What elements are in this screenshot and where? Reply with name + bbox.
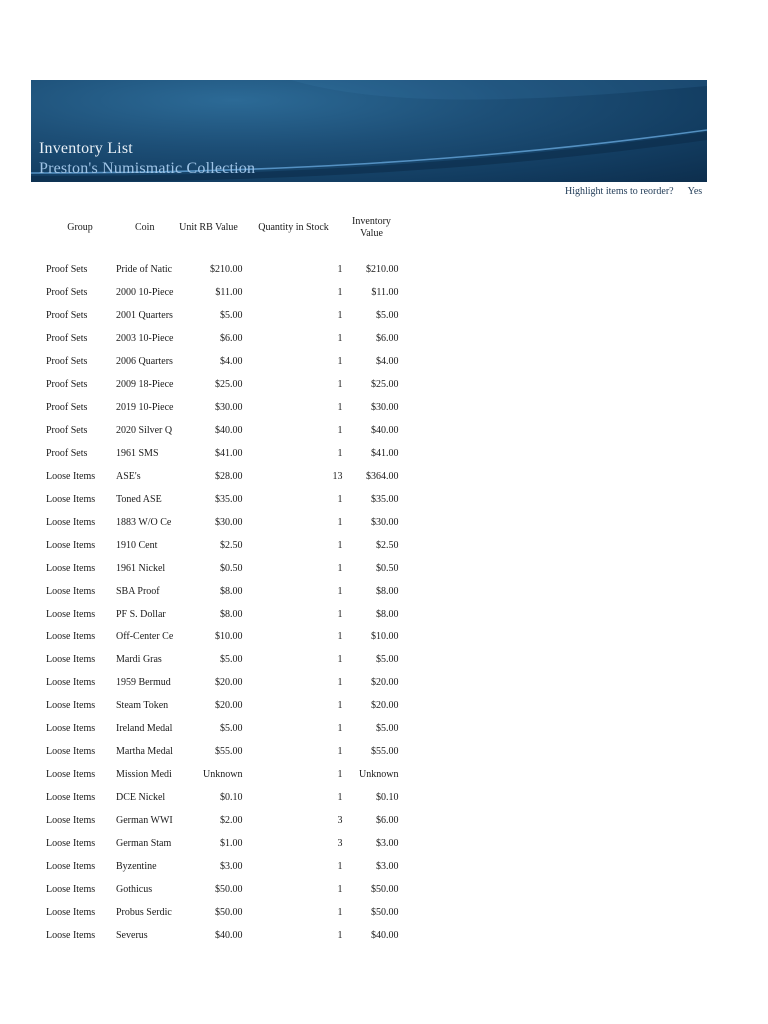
cell-group[interactable]: Loose Items (46, 700, 96, 712)
cell-group[interactable]: Loose Items (46, 860, 96, 872)
table-row (44, 282, 400, 305)
table-row (44, 764, 400, 787)
cell-unit-value[interactable]: $5.00 (220, 654, 243, 666)
cell-group[interactable]: Proof Sets (46, 425, 88, 437)
cell-inventory-value[interactable]: $3.00 (376, 860, 399, 872)
cell-group[interactable]: Loose Items (46, 493, 96, 505)
table-row (44, 397, 400, 420)
cell-coin[interactable]: 1959 Bermud (116, 677, 171, 689)
column-header-unit-value[interactable]: Unit RB Value (179, 222, 238, 233)
cell-coin[interactable]: Martha Medal (116, 746, 173, 758)
cell-group[interactable]: Proof Sets (46, 287, 88, 299)
cell-coin[interactable]: 2006 Quarters (116, 356, 173, 368)
cell-group[interactable]: Proof Sets (46, 402, 88, 414)
table-row (44, 443, 400, 466)
cell-quantity[interactable]: 1 (337, 402, 343, 414)
table-row (44, 718, 400, 741)
cell-group[interactable]: Proof Sets (46, 310, 88, 322)
cell-inventory-value[interactable]: Unknown (359, 769, 399, 781)
cell-coin[interactable]: 1961 SMS (116, 447, 159, 459)
cell-unit-value[interactable]: $1.00 (220, 837, 243, 849)
table-row (44, 672, 400, 695)
cell-group[interactable]: Loose Items (46, 631, 96, 643)
cell-group[interactable]: Loose Items (46, 608, 96, 620)
cell-inventory-value[interactable]: $20.00 (371, 700, 399, 712)
cell-unit-value[interactable]: $30.00 (215, 402, 243, 414)
cell-inventory-value[interactable]: $40.00 (371, 929, 399, 941)
table-row (44, 649, 400, 672)
table-row (44, 741, 400, 764)
table-row (44, 878, 400, 901)
inventory-table (44, 211, 400, 947)
cell-inventory-value[interactable]: $55.00 (371, 746, 399, 758)
cell-coin[interactable]: Mission Medi (116, 769, 172, 781)
table-row (44, 626, 400, 649)
cell-quantity[interactable]: 1 (337, 608, 343, 620)
cell-coin[interactable]: SBA Proof (116, 585, 160, 597)
table-row (44, 305, 400, 328)
cell-inventory-value[interactable]: $40.00 (371, 425, 399, 437)
cell-quantity[interactable]: 1 (337, 677, 343, 689)
table-row (44, 328, 400, 351)
table-row (44, 420, 400, 443)
cell-coin[interactable]: 2001 Quarters (116, 310, 173, 322)
table-row (44, 855, 400, 878)
cell-unit-value[interactable]: $35.00 (215, 493, 243, 505)
inventory-table-container (44, 211, 400, 947)
cell-inventory-value[interactable]: $6.00 (376, 814, 399, 826)
cell-unit-value[interactable]: $6.00 (220, 333, 243, 345)
cell-coin[interactable]: Steam Token (116, 700, 169, 712)
table-row (44, 534, 400, 557)
cell-unit-value[interactable]: $5.00 (220, 723, 243, 735)
cell-quantity[interactable]: 1 (337, 425, 343, 437)
cell-quantity[interactable]: 3 (337, 814, 343, 826)
cell-coin[interactable]: PF S. Dollar (116, 608, 166, 620)
cell-unit-value[interactable]: $3.00 (220, 860, 243, 872)
cell-quantity[interactable]: 1 (337, 585, 343, 597)
table-row (44, 557, 400, 580)
cell-coin[interactable]: German Stam (116, 837, 172, 849)
cell-inventory-value[interactable]: $2.50 (376, 539, 399, 551)
cell-inventory-value[interactable]: $210.00 (366, 264, 399, 276)
cell-group[interactable]: Loose Items (46, 746, 96, 758)
cell-quantity[interactable]: 1 (337, 287, 343, 299)
column-header-group[interactable]: Group (67, 222, 93, 233)
cell-coin[interactable]: Gothicus (116, 883, 153, 895)
cell-unit-value[interactable]: $50.00 (215, 906, 243, 918)
cell-coin[interactable]: Off-Center Ce (116, 631, 174, 643)
cell-quantity[interactable]: 1 (337, 562, 343, 574)
cell-group[interactable]: Proof Sets (46, 379, 88, 391)
cell-quantity[interactable]: 1 (337, 746, 343, 758)
cell-quantity[interactable]: 1 (337, 516, 343, 528)
table-row (44, 259, 400, 282)
cell-unit-value[interactable]: $210.00 (210, 264, 243, 276)
cell-quantity[interactable]: 1 (337, 631, 343, 643)
cell-inventory-value[interactable]: $5.00 (376, 310, 399, 322)
table-row (44, 787, 400, 810)
cell-coin[interactable]: 2019 10-Piece (116, 402, 174, 414)
cell-coin[interactable]: Ireland Medal (116, 723, 173, 735)
cell-inventory-value[interactable]: $41.00 (371, 447, 399, 459)
table-row (44, 695, 400, 718)
column-header-quantity[interactable]: Quantity in Stock (258, 222, 329, 233)
cell-unit-value[interactable]: $5.00 (220, 310, 243, 322)
column-header-inventory-value[interactable]: Inventory Value (352, 216, 391, 239)
cell-group[interactable]: Loose Items (46, 585, 96, 597)
cell-quantity[interactable]: 1 (337, 654, 343, 666)
cell-inventory-value[interactable]: $5.00 (376, 654, 399, 666)
cell-inventory-value[interactable]: $11.00 (371, 287, 399, 299)
cell-coin[interactable]: Mardi Gras (116, 654, 162, 666)
cell-group[interactable]: Loose Items (46, 654, 96, 666)
cell-inventory-value[interactable]: $5.00 (376, 723, 399, 735)
cell-group[interactable]: Loose Items (46, 539, 96, 551)
cell-quantity[interactable]: 1 (337, 700, 343, 712)
cell-quantity[interactable]: 13 (332, 470, 343, 482)
cell-inventory-value[interactable]: $8.00 (376, 608, 399, 620)
cell-inventory-value[interactable]: $20.00 (371, 677, 399, 689)
cell-unit-value[interactable]: $2.50 (220, 539, 243, 551)
cell-unit-value[interactable]: $40.00 (215, 425, 243, 437)
cell-unit-value[interactable]: $8.00 (220, 608, 243, 620)
cell-unit-value[interactable]: $2.00 (220, 814, 243, 826)
cell-coin[interactable]: Toned ASE (116, 493, 162, 505)
table-row (44, 465, 400, 488)
cell-coin[interactable]: Byzentine (116, 860, 157, 872)
cell-quantity[interactable]: 1 (337, 264, 343, 276)
cell-inventory-value[interactable]: $8.00 (376, 585, 399, 597)
cell-unit-value[interactable]: $0.10 (220, 792, 243, 804)
cell-quantity[interactable]: 1 (337, 929, 343, 941)
cell-group[interactable]: Loose Items (46, 769, 96, 781)
cell-group[interactable]: Loose Items (46, 516, 96, 528)
cell-quantity[interactable]: 1 (337, 860, 343, 872)
cell-group[interactable]: Loose Items (46, 883, 96, 895)
cell-unit-value[interactable]: Unknown (203, 769, 243, 781)
table-body (44, 245, 400, 947)
cell-group[interactable]: Loose Items (46, 814, 96, 826)
cell-unit-value[interactable]: $30.00 (215, 516, 243, 528)
cell-coin[interactable]: Pride of Natic (116, 264, 173, 276)
cell-coin[interactable]: Probus Serdic (116, 906, 172, 918)
page-title: Inventory List (39, 140, 133, 157)
cell-group[interactable]: Proof Sets (46, 356, 88, 368)
cell-quantity[interactable]: 3 (337, 837, 343, 849)
cell-quantity[interactable]: 1 (337, 792, 343, 804)
cell-inventory-value[interactable]: $0.50 (376, 562, 399, 574)
table-header-row (44, 211, 400, 245)
cell-coin[interactable]: 1961 Nickel (116, 562, 166, 574)
cell-coin[interactable]: Severus (116, 929, 148, 941)
cell-group[interactable]: Proof Sets (46, 333, 88, 345)
cell-group[interactable]: Loose Items (46, 837, 96, 849)
cell-unit-value[interactable]: $25.00 (215, 379, 243, 391)
cell-quantity[interactable]: 1 (337, 447, 343, 459)
cell-coin[interactable]: German WWI (116, 814, 173, 826)
reorder-label: Highlight items to reorder? (565, 186, 674, 197)
table-row (44, 580, 400, 603)
table-row (44, 901, 400, 924)
cell-inventory-value[interactable]: $3.00 (376, 837, 399, 849)
cell-quantity[interactable]: 1 (337, 333, 343, 345)
cell-unit-value[interactable]: $40.00 (215, 929, 243, 941)
cell-unit-value[interactable]: $28.00 (215, 470, 243, 482)
cell-inventory-value[interactable]: $50.00 (371, 883, 399, 895)
cell-quantity[interactable]: 1 (337, 539, 343, 551)
header-banner (31, 80, 707, 182)
cell-inventory-value[interactable]: $30.00 (371, 516, 399, 528)
cell-inventory-value[interactable]: $30.00 (371, 402, 399, 414)
cell-unit-value[interactable]: $10.00 (215, 631, 243, 643)
cell-unit-value[interactable]: $50.00 (215, 883, 243, 895)
cell-inventory-value[interactable]: $364.00 (366, 470, 399, 482)
cell-unit-value[interactable]: $41.00 (215, 447, 243, 459)
page-subtitle: Preston's Numismatic Collection (39, 160, 256, 177)
table-row (44, 511, 400, 534)
cell-group[interactable]: Loose Items (46, 723, 96, 735)
cell-group[interactable]: Loose Items (46, 562, 96, 574)
table-row (44, 488, 400, 511)
cell-quantity[interactable]: 1 (337, 906, 343, 918)
cell-unit-value[interactable]: $4.00 (220, 356, 243, 368)
cell-quantity[interactable]: 1 (337, 723, 343, 735)
reorder-highlight-control (565, 186, 702, 198)
cell-inventory-value[interactable]: $10.00 (371, 631, 399, 643)
cell-group[interactable]: Loose Items (46, 470, 96, 482)
cell-quantity[interactable]: 1 (337, 883, 343, 895)
cell-group[interactable]: Proof Sets (46, 264, 88, 276)
cell-unit-value[interactable]: $55.00 (215, 746, 243, 758)
cell-inventory-value[interactable]: $6.00 (376, 333, 399, 345)
cell-quantity[interactable]: 1 (337, 356, 343, 368)
table-row (44, 374, 400, 397)
cell-group[interactable]: Loose Items (46, 929, 96, 941)
cell-coin[interactable]: 2003 10-Piece (116, 333, 174, 345)
cell-unit-value[interactable]: $0.50 (220, 562, 243, 574)
table-row (44, 603, 400, 626)
cell-quantity[interactable]: 1 (337, 379, 343, 391)
table-row (44, 351, 400, 374)
cell-unit-value[interactable]: $11.00 (215, 287, 243, 299)
cell-quantity[interactable]: 1 (337, 769, 343, 781)
cell-inventory-value[interactable]: $0.10 (376, 792, 399, 804)
cell-inventory-value[interactable]: $35.00 (371, 493, 399, 505)
cell-quantity[interactable]: 1 (337, 310, 343, 322)
cell-coin[interactable]: 2020 Silver Q (116, 425, 173, 437)
cell-coin[interactable]: DCE Nickel (116, 792, 166, 804)
cell-coin[interactable]: 1910 Cent (116, 539, 158, 551)
table-row (44, 924, 400, 947)
table-row (44, 832, 400, 855)
cell-inventory-value[interactable]: $25.00 (371, 379, 399, 391)
column-header-coin[interactable]: Coin (135, 222, 155, 233)
cell-unit-value[interactable]: $20.00 (215, 700, 243, 712)
cell-coin[interactable]: 1883 W/O Ce (116, 516, 172, 528)
cell-inventory-value[interactable]: $4.00 (376, 356, 399, 368)
reorder-value[interactable]: Yes (687, 186, 703, 197)
table-row (44, 810, 400, 833)
cell-unit-value[interactable]: $20.00 (215, 677, 243, 689)
cell-group[interactable]: Loose Items (46, 906, 96, 918)
table-spacer (44, 245, 400, 259)
cell-quantity[interactable]: 1 (337, 493, 343, 505)
cell-coin[interactable]: ASE's (116, 470, 141, 482)
cell-coin[interactable]: 2009 18-Piece (116, 379, 174, 391)
cell-group[interactable]: Loose Items (46, 792, 96, 804)
cell-unit-value[interactable]: $8.00 (220, 585, 243, 597)
cell-group[interactable]: Proof Sets (46, 447, 88, 459)
cell-coin[interactable]: 2000 10-Piece (116, 287, 174, 299)
cell-group[interactable]: Loose Items (46, 677, 96, 689)
cell-inventory-value[interactable]: $50.00 (371, 906, 399, 918)
